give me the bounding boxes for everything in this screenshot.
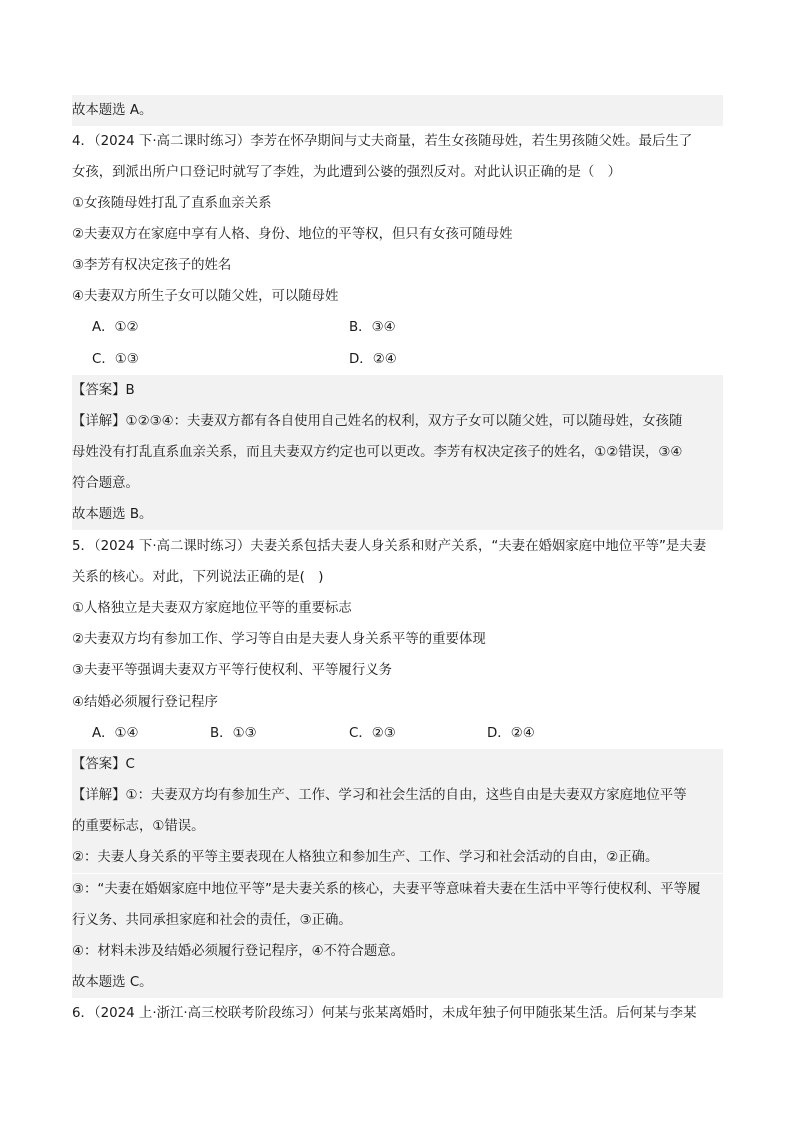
q5-detail-line-4: ③：“夫妻在婚姻家庭中地位平等”是夫妻关系的核心，夫妻平等意味着夫妻在生活中平等行使权利、平等履 [72,874,723,905]
q5-answer: 【答案】C [72,749,723,780]
q4-item-1: ①女孩随母姓打乱了直系血亲关系 [72,196,272,211]
q4-option-d: D．②④ [349,352,397,367]
q4-option-a: A．①② [92,320,139,335]
q5-item-1: ①人格独立是夫妻双方家庭地位平等的重要标志 [72,601,352,616]
q5-item-2: ②夫妻双方均有参加工作、学习等自由是夫妻人身关系平等的重要体现 [72,632,486,647]
q5-option-a: A．①④ [92,726,139,741]
q4-option-c: C．①③ [92,352,139,367]
q4-item-2: ②夫妻双方在家庭中享有人格、身份、地位的平等权，但只有女孩可随母姓 [72,227,513,242]
q5-option-c: C．②③ [349,726,396,741]
q3-conclusion: 故本题选 A。 [72,95,723,126]
q4-detail-line-2: 母姓没有打乱直系血亲关系，而且夫妻双方约定也可以更改。李芳有权决定孩子的姓名，①②错误，③④ [72,437,723,468]
q5-detail-line-3: ②：夫妻人身关系的平等主要表现在人格独立和参加生产、工作、学习和社会活动的自由，②正确。 [72,842,723,873]
q4-option-b: B．③④ [349,320,396,335]
q5-option-b: B．①③ [210,726,257,741]
q4-item-4: ④夫妻双方所生子女可以随父姓，可以随母姓 [72,289,339,304]
q5-option-d: D．②④ [487,726,535,741]
q5-options-row [72,718,723,749]
q5-detail-line-1: 【详解】①：夫妻双方均有参加生产、工作、学习和社会生活的自由，这些自由是夫妻双方家庭地位平等 [72,780,723,811]
q5-stem-line-1: 5．（2024 下·高二课时练习）夫妻关系包括夫妻人身关系和财产关系，“夫妻在婚姻家庭中地位平等”是夫妻 [72,539,707,554]
q5-conclusion: 故本题选 C。 [72,967,723,998]
q5-item-3: ③夫妻平等强调夫妻双方平等行使权利、平等履行义务 [72,663,392,678]
q4-stem-line-1: 4．（2024 下·高二课时练习）李芳在怀孕期间与丈夫商量，若生女孩随母姓，若生男孩随父姓。最后生了 [72,134,693,149]
q4-conclusion: 故本题选 B。 [72,499,723,530]
q5-item-4: ④结婚必须履行登记程序 [72,695,218,710]
q5-detail-line-6: ④：材料未涉及结婚必须履行登记程序，④不符合题意。 [72,936,723,967]
q4-item-3: ③李芳有权决定孩子的姓名 [72,258,232,273]
q4-answer: 【答案】B [72,375,723,406]
q4-detail-line-1: 【详解】①②③④：夫妻双方都有各自使用自己姓名的权利，双方子女可以随父姓，可以随母姓，女孩随 [72,406,723,437]
q4-options-row-2 [72,344,723,375]
q5-detail-line-2: 的重要标志，①错误。 [72,811,723,842]
q5-stem-line-2: 关系的核心。对此，下列说法正确的是( ) [72,570,324,585]
q4-stem-line-2: 女孩，到派出所户口登记时就写了李姓，为此遭到公婆的强烈反对。对此认识正确的是（ ） [72,165,622,180]
q6-stem-line-1: 6．（2024 上·浙江·高三校联考阶段练习）何某与张某离婚时，未成年独子何甲随张某生活。后何某与李某 [72,1006,697,1021]
q4-detail-line-3: 符合题意。 [72,468,723,499]
q4-options-row-1 [72,312,723,343]
q5-detail-line-5: 行义务、共同承担家庭和社会的责任，③正确。 [72,905,723,936]
